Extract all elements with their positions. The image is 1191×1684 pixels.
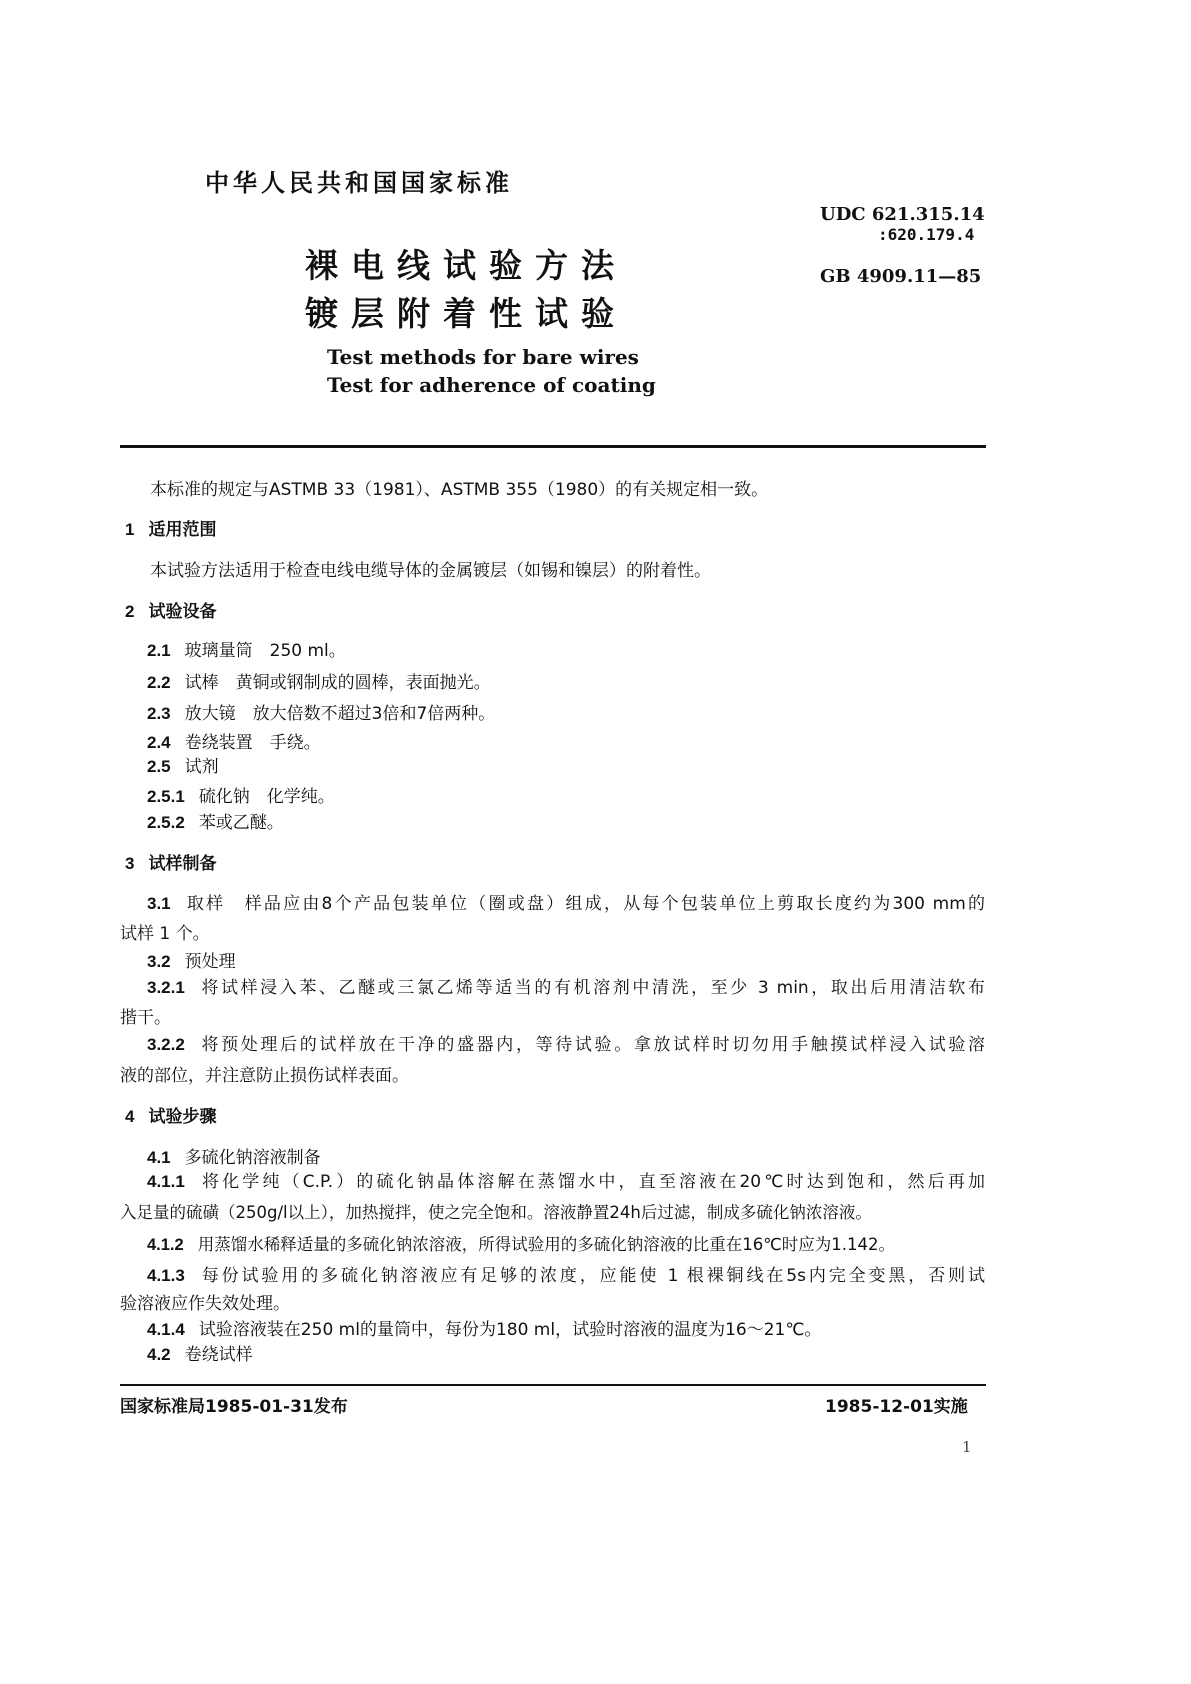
section-3-heading: 3 试样制备 <box>125 854 217 874</box>
header-divider <box>120 445 986 448</box>
item-4-1: 4.1 多硫化钠溶液制备 <box>147 1148 321 1168</box>
item-4-1-3-cont: 验溶液应作失效处理。 <box>120 1294 290 1314</box>
effective-date: 1985-12-01实施 <box>825 1397 968 1417</box>
section-4-heading: 4 试验步骤 <box>125 1107 217 1127</box>
page-number: 1 <box>962 1438 972 1456</box>
item-2-4: 2.4 卷绕装置 手绕。 <box>147 733 321 753</box>
section-1-text: 本试验方法适用于检查电线电缆导体的金属镀层（如锡和镍层）的附着性。 <box>150 561 711 581</box>
title-en-2: Test for adherence of coating <box>327 373 656 397</box>
item-3-1-cont: 试样 1 个。 <box>120 924 210 944</box>
item-4-1-4: 4.1.4 试验溶液装在250 ml的量筒中，每份为180 ml，试验时溶液的温度为16～21℃。 <box>147 1320 822 1340</box>
gb-number: GB 4909.11—85 <box>820 266 982 287</box>
title-cn-2: 镀层附着性试验 <box>305 294 627 333</box>
item-3-2-1: 3.2.1 将试样浸入苯、乙醚或三氯乙烯等适当的有机溶剂中清洗，至少 3 min，取出后用清洁软布 <box>147 978 985 998</box>
item-2-5-1: 2.5.1 硫化钠 化学纯。 <box>147 787 335 807</box>
item-2-3: 2.3 放大镜 放大倍数不超过3倍和7倍两种。 <box>147 704 496 724</box>
title-en-1: Test methods for bare wires <box>327 345 639 369</box>
item-4-1-1-cont: 入足量的硫磺（250g/l以上），加热搅拌，使之完全饱和。溶液静置24h后过滤，制成多硫化钠浓溶液。 <box>120 1203 872 1222</box>
item-2-5-2: 2.5.2 苯或乙醚。 <box>147 813 284 833</box>
item-4-2: 4.2 卷绕试样 <box>147 1345 253 1365</box>
item-3-1: 3.1 取样 样品应由8个产品包装单位（圈或盘）组成，从每个包装单位上剪取长度约为300 mm的 <box>147 894 985 914</box>
national-standard-heading: 中华人民共和国国家标准 <box>205 169 513 197</box>
item-2-2: 2.2 试棒 黄铜或钢制成的圆棒，表面抛光。 <box>147 673 491 693</box>
udc-code: UDC 621.315.14 <box>820 204 985 225</box>
item-3-2-2: 3.2.2 将预处理后的试样放在干净的盛器内，等待试验。拿放试样时切勿用手触摸试样浸入试验溶 <box>147 1035 985 1055</box>
item-2-1: 2.1 玻璃量筒 250 ml。 <box>147 641 346 661</box>
item-3-2-2-cont: 液的部位，并注意防止损伤试样表面。 <box>120 1066 409 1086</box>
intro-text: 本标准的规定与ASTMB 33（1981）、ASTMB 355（1980）的有关规定相一致。 <box>150 480 769 500</box>
item-4-1-2: 4.1.2 用蒸馏水稀释适量的多硫化钠浓溶液，所得试验用的多硫化钠溶液的比重在16℃时应为1.142。 <box>147 1235 895 1254</box>
issued-date: 国家标准局1985-01-31发布 <box>120 1397 348 1417</box>
title-cn-1: 裸电线试验方法 <box>305 246 627 285</box>
item-3-2-1-cont: 揩干。 <box>120 1008 171 1028</box>
section-1-heading: 1 适用范围 <box>125 520 217 540</box>
section-2-heading: 2 试验设备 <box>125 602 217 622</box>
udc-code-2: :620.179.4 <box>878 225 975 244</box>
item-4-1-1: 4.1.1 将化学纯（C.P.）的硫化钠晶体溶解在蒸馏水中，直至溶液在20℃时达到饱和，然后再加 <box>147 1172 985 1192</box>
item-2-5: 2.5 试剂 <box>147 757 219 777</box>
footer-divider <box>120 1384 986 1386</box>
item-3-2: 3.2 预处理 <box>147 952 236 972</box>
item-4-1-3: 4.1.3 每份试验用的多硫化钠溶液应有足够的浓度，应能使 1 根裸铜线在5s内完全变黑，否则试 <box>147 1266 985 1286</box>
